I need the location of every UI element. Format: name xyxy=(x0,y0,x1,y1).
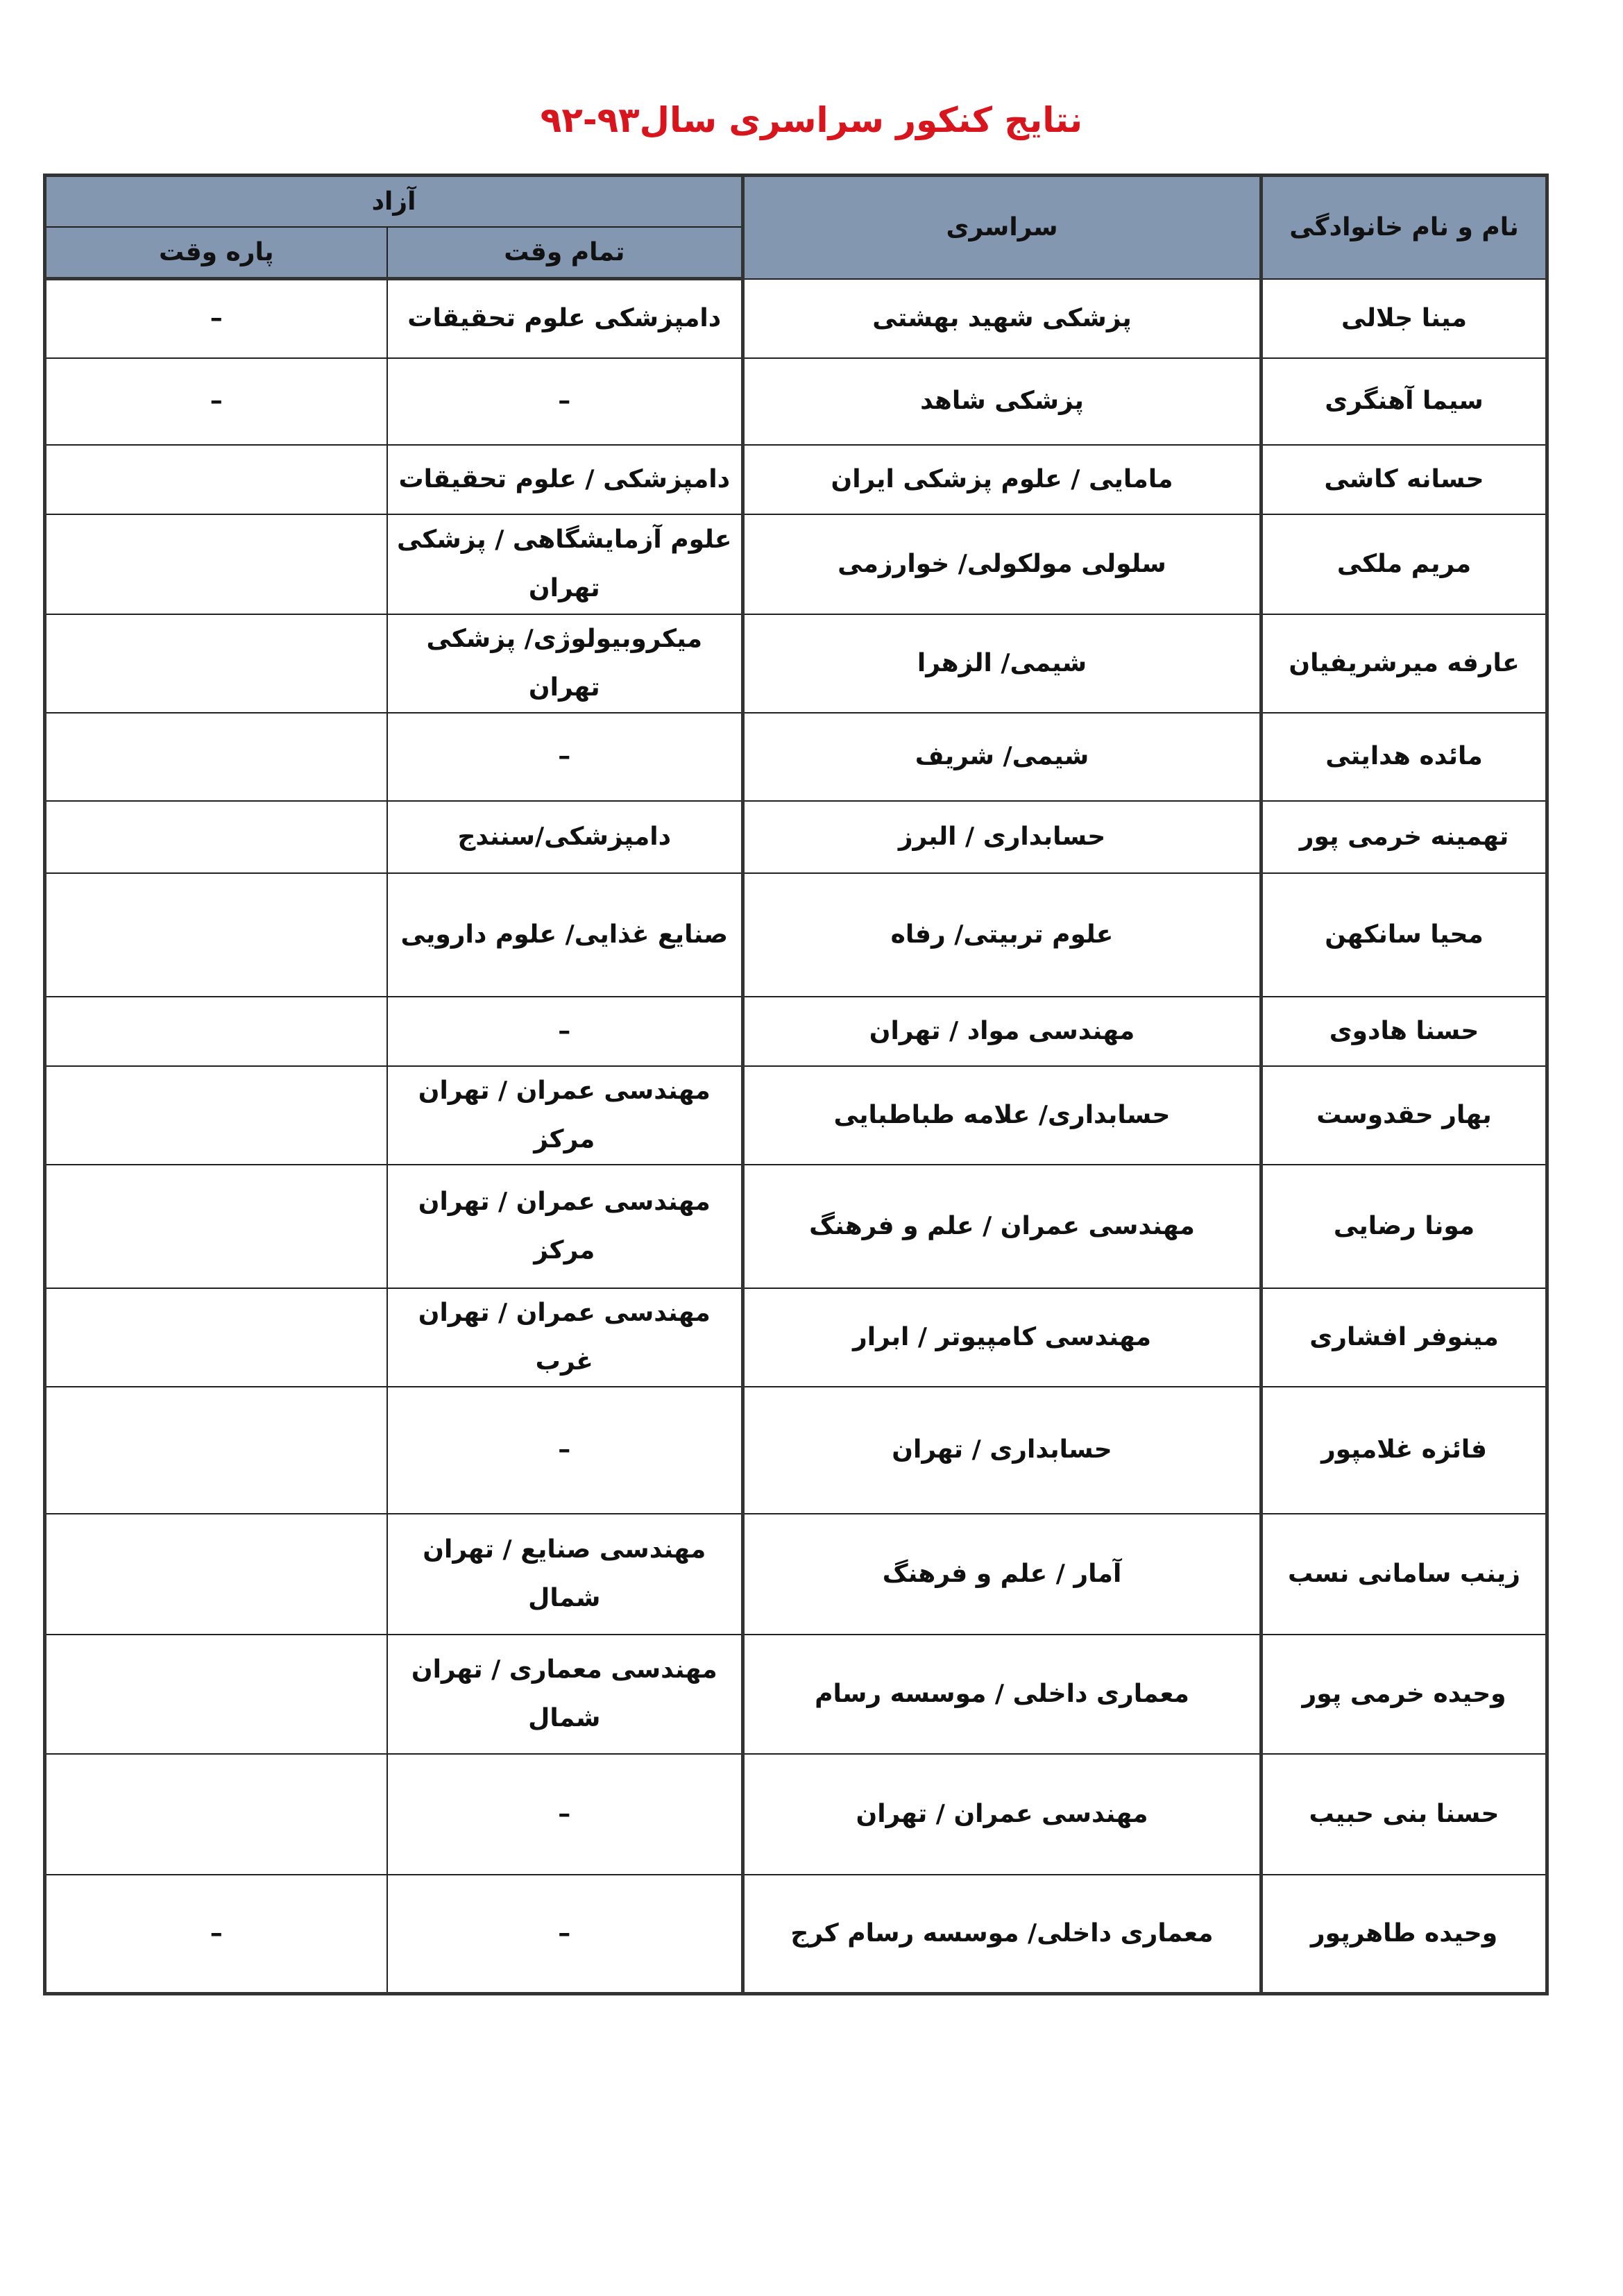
cell-name: تهمینه خرمی پور xyxy=(1261,801,1547,873)
cell-national: سلولی مولکولی/ خوارزمی xyxy=(743,514,1261,614)
cell-name: مریم ملکی xyxy=(1261,514,1547,614)
cell-full-time: دامپزشکی/سنندج xyxy=(387,801,743,873)
cell-full-time: مهندسی معماری / تهران شمال xyxy=(387,1635,743,1754)
cell-part-time xyxy=(45,1288,387,1387)
cell-full-time: مهندسی عمران / تهران مرکز xyxy=(387,1066,743,1165)
cell-full-time: میکروبیولوژی/ پزشکی تهران xyxy=(387,614,743,713)
table-row xyxy=(45,997,1547,1066)
cell-name: حسنا بنی حبیب xyxy=(1261,1754,1547,1875)
cell-name: محیا سانکهن xyxy=(1261,873,1547,997)
cell-name: وحیده خرمی پور xyxy=(1261,1635,1547,1754)
cell-name: حسانه کاشی xyxy=(1261,445,1547,514)
cell-national: علوم تربیتی/ رفاه xyxy=(743,873,1261,997)
cell-part-time xyxy=(45,1165,387,1288)
cell-national: حسابداری / البرز xyxy=(743,801,1261,873)
cell-name: مینا جلالی xyxy=(1261,279,1547,358)
cell-name: عارفه میرشریفیان xyxy=(1261,614,1547,713)
cell-name: حسنا هادوی xyxy=(1261,997,1547,1066)
cell-part-time: – xyxy=(45,279,387,358)
cell-national: مهندسی مواد / تهران xyxy=(743,997,1261,1066)
cell-full-time: مهندسی عمران / تهران غرب xyxy=(387,1288,743,1387)
cell-national: شیمی/ الزهرا xyxy=(743,614,1261,713)
table-row xyxy=(45,1754,1547,1875)
cell-national: معماری داخلی / موسسه رسام xyxy=(743,1635,1261,1754)
table-row xyxy=(45,614,1547,713)
cell-name: مائده هدایتی xyxy=(1261,713,1547,801)
cell-part-time xyxy=(45,1514,387,1635)
cell-national: حسابداری / تهران xyxy=(743,1387,1261,1514)
cell-full-time: صنایع غذایی/ علوم دارویی xyxy=(387,873,743,997)
table-row xyxy=(45,801,1547,873)
cell-full-time: علوم آزمایشگاهی / پزشکی تهران xyxy=(387,514,743,614)
cell-name: فائزه غلامپور xyxy=(1261,1387,1547,1514)
cell-part-time xyxy=(45,614,387,713)
cell-part-time xyxy=(45,997,387,1066)
cell-full-time: – xyxy=(387,1875,743,1994)
table-row xyxy=(45,279,1547,358)
cell-full-time: – xyxy=(387,713,743,801)
cell-name: مونا رضایی xyxy=(1261,1165,1547,1288)
cell-name: وحیده طاهرپور xyxy=(1261,1875,1547,1994)
results-table xyxy=(43,174,1549,1995)
cell-national: پزشکی شهید بهشتی xyxy=(743,279,1261,358)
cell-part-time xyxy=(45,1387,387,1514)
table-row xyxy=(45,713,1547,801)
cell-part-time xyxy=(45,713,387,801)
table-row xyxy=(45,358,1547,445)
cell-full-time: دامپزشکی / علوم تحقیقات xyxy=(387,445,743,514)
cell-full-time: – xyxy=(387,997,743,1066)
table-row xyxy=(45,1635,1547,1754)
table-row xyxy=(45,1387,1547,1514)
cell-name: بهار حقدوست xyxy=(1261,1066,1547,1165)
cell-part-time xyxy=(45,514,387,614)
cell-full-time: دامپزشکی علوم تحقیقات xyxy=(387,279,743,358)
cell-full-time: – xyxy=(387,358,743,445)
cell-part-time xyxy=(45,801,387,873)
cell-name: زینب سامانی نسب xyxy=(1261,1514,1547,1635)
table-row xyxy=(45,1288,1547,1387)
header-part-time: پاره وقت xyxy=(45,227,387,279)
cell-national: شیمی/ شریف xyxy=(743,713,1261,801)
table-row xyxy=(45,514,1547,614)
cell-national: مهندسی عمران / علم و فرهنگ xyxy=(743,1165,1261,1288)
cell-part-time xyxy=(45,1754,387,1875)
cell-part-time xyxy=(45,873,387,997)
table-row xyxy=(45,1066,1547,1165)
page-title: نتایج کنکور سراسری سال۹۳-۹۲ xyxy=(540,100,1083,140)
cell-full-time: مهندسی صنایع / تهران شمال xyxy=(387,1514,743,1635)
cell-full-time: – xyxy=(387,1387,743,1514)
table-row xyxy=(45,1514,1547,1635)
cell-national: معماری داخلی/ موسسه رسام کرج xyxy=(743,1875,1261,1994)
header-full-time: تمام وقت xyxy=(387,227,743,279)
header-name: نام و نام خانوادگی xyxy=(1261,176,1547,279)
header-national: سراسری xyxy=(743,176,1261,279)
cell-full-time: – xyxy=(387,1754,743,1875)
cell-national: مهندسی کامپیوتر / ابرار xyxy=(743,1288,1261,1387)
cell-part-time xyxy=(45,1635,387,1754)
cell-national: آمار / علم و فرهنگ xyxy=(743,1514,1261,1635)
cell-part-time: – xyxy=(45,358,387,445)
cell-part-time xyxy=(45,1066,387,1165)
cell-part-time: – xyxy=(45,1875,387,1994)
header-row-top xyxy=(45,176,1547,228)
header-azad: آزاد xyxy=(45,176,743,228)
cell-national: حسابداری/ علامه طباطبایی xyxy=(743,1066,1261,1165)
cell-name: مینوفر افشاری xyxy=(1261,1288,1547,1387)
cell-national: مهندسی عمران / تهران xyxy=(743,1754,1261,1875)
table-row xyxy=(45,445,1547,514)
table-row xyxy=(45,1165,1547,1288)
cell-national: مامایی / علوم پزشکی ایران xyxy=(743,445,1261,514)
cell-part-time xyxy=(45,445,387,514)
cell-name: سیما آهنگری xyxy=(1261,358,1547,445)
cell-national: پزشکی شاهد xyxy=(743,358,1261,445)
table-row xyxy=(45,873,1547,997)
table-row xyxy=(45,1875,1547,1994)
cell-full-time: مهندسی عمران / تهران مرکز xyxy=(387,1165,743,1288)
